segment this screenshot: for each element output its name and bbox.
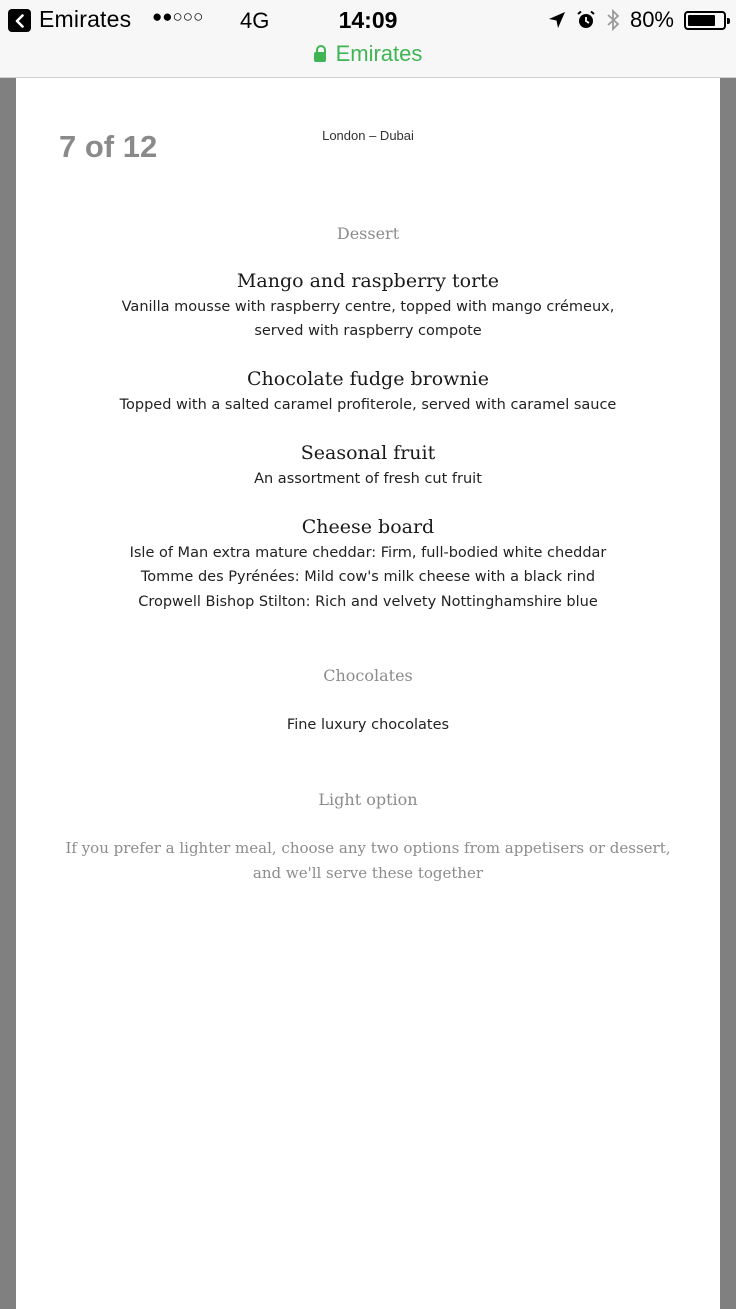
section-title-light-option: Light option <box>318 790 418 809</box>
status-bar <box>0 0 736 78</box>
battery-level-fill <box>688 15 715 26</box>
dish-name: Cheese board <box>301 516 435 538</box>
dish-description: Tomme des Pyrénées: Mild cow's milk cheese with a black rind <box>140 569 596 585</box>
dish-description: Isle of Man extra mature cheddar: Firm, full-bodied white cheddar <box>129 545 607 561</box>
network-type: 4G <box>240 8 270 33</box>
status-row <box>0 4 736 38</box>
section-title-dessert: Dessert <box>336 224 400 243</box>
battery-icon <box>684 11 726 30</box>
dish-name: Chocolate fudge brownie <box>247 368 489 390</box>
dish-description: served with raspberry compote <box>254 323 482 339</box>
menu-document <box>16 78 720 1309</box>
status-icons <box>548 7 726 33</box>
dish-name: Seasonal fruit <box>300 442 436 464</box>
alarm-clock-icon <box>576 10 596 30</box>
lock-icon <box>314 52 326 62</box>
dish-description: Cropwell Bishop Stilton: Rich and velvety Nottinghamshire blue <box>138 594 598 610</box>
url-bar[interactable] <box>0 40 736 68</box>
dish-description: An assortment of fresh cut fruit <box>254 471 482 487</box>
dish-description: Topped with a salted caramel profiterole, served with caramel sauce <box>119 397 617 413</box>
dish-name: Mango and raspberry torte <box>236 270 500 292</box>
site-label: Emirates <box>335 41 423 66</box>
clock: 14:09 <box>338 7 398 33</box>
back-app-label[interactable]: Emirates <box>39 6 132 32</box>
light-option-note: If you prefer a lighter meal, choose any two options from appetisers or dessert, <box>65 839 671 857</box>
route-label: London – Dubai <box>322 128 414 143</box>
location-arrow-icon <box>548 11 566 29</box>
battery-tip <box>727 18 730 24</box>
page-counter: 7 of 12 <box>59 129 158 164</box>
dish-description: Fine luxury chocolates <box>286 717 450 733</box>
battery-percent: 80% <box>629 7 674 32</box>
dish-description: Vanilla mousse with raspberry centre, topped with mango crémeux, <box>121 299 615 315</box>
bluetooth-icon <box>606 9 620 31</box>
section-title-chocolates: Chocolates <box>323 666 413 685</box>
light-option-note: and we'll serve these together <box>252 864 484 882</box>
signal-strength-icon: ●●○○○ <box>152 7 204 26</box>
